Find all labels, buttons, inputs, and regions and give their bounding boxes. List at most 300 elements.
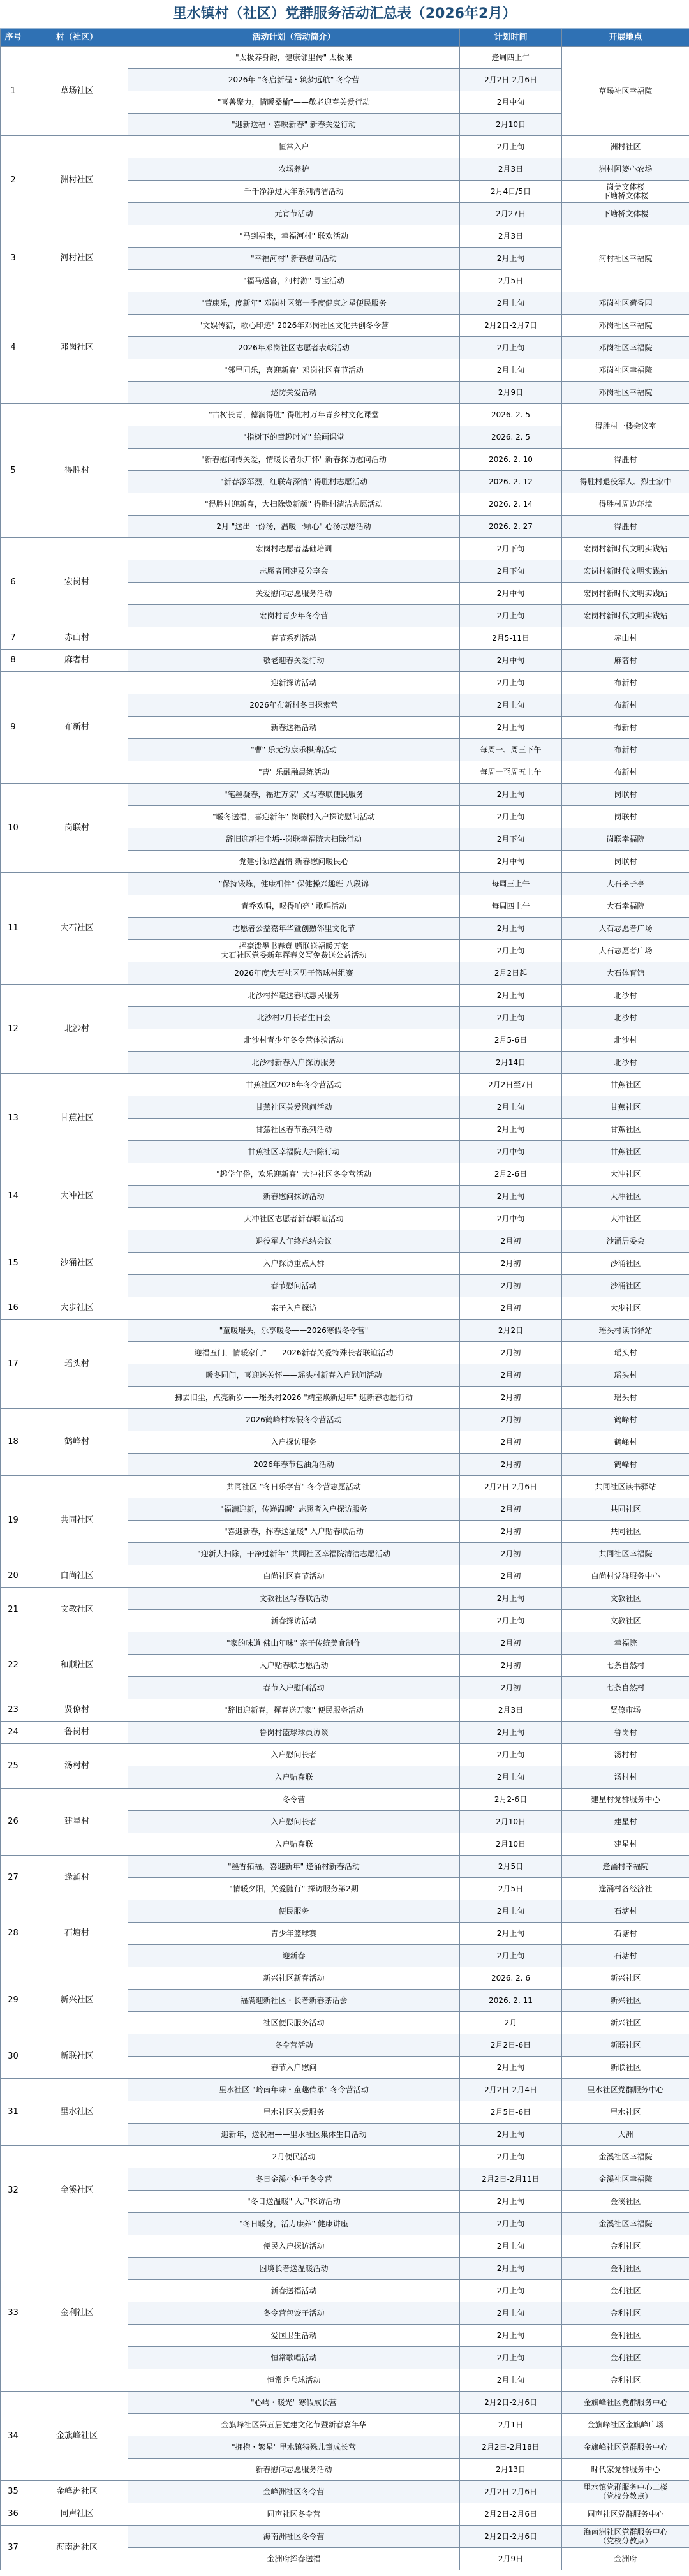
row-time: 2月27日 <box>460 203 562 225</box>
row-village: 和顺社区 <box>26 1632 128 1699</box>
row-village: 大冲社区 <box>26 1163 128 1230</box>
row-place: 宏岗村新时代文明实践站 <box>562 538 689 560</box>
row-village: 新联社区 <box>26 2034 128 2079</box>
row-activity: "古树长青，德润得胜" 得胜村万年青乡村文化课堂 <box>128 404 460 426</box>
row-activity: 暖冬同门，喜迎送关怀——瑶头村新春入户慰问活动 <box>128 1364 460 1387</box>
row-time: 2月2日起 <box>460 962 562 985</box>
row-activity: 金旗峰社区第五届党建文化节暨新春嘉年华 <box>128 2414 460 2436</box>
row-time: 2月5日-6日 <box>460 2101 562 2124</box>
row-activity: 金洲府挥春送福 <box>128 2548 460 2570</box>
row-activity: 便民服务 <box>128 1900 460 1923</box>
row-time: 2026. 2. 5 <box>460 404 562 426</box>
row-time: 2月上旬 <box>460 2258 562 2280</box>
table-row <box>1 538 689 560</box>
header-activity: 活动计划（活动简介） <box>128 29 460 47</box>
row-activity: 春节入户慰问 <box>128 2057 460 2079</box>
table-row <box>1 2079 689 2101</box>
row-place: 金旗峰社区金旗峰广场 <box>562 2414 689 2436</box>
row-place: 金利社区 <box>562 2369 689 2392</box>
row-time: 2月上旬 <box>460 2369 562 2392</box>
row-place: 金利社区 <box>562 2258 689 2280</box>
header-place: 开展地点 <box>562 29 689 47</box>
row-village: 布新村 <box>26 672 128 784</box>
row-village: 河村社区 <box>26 225 128 292</box>
row-activity: "邻里同乐，喜迎新春" 邓岗社区春节活动 <box>128 359 460 382</box>
table-row <box>1 1297 689 1320</box>
table-row <box>1 2146 689 2168</box>
row-activity: 巡防关爱活动 <box>128 382 460 404</box>
row-seq: 22 <box>1 1632 26 1699</box>
row-place: 建星村 <box>562 1833 689 1856</box>
row-activity: "新春慰问传关爱，情暖长者乐开怀" 新春探访慰问活动 <box>128 449 460 471</box>
row-activity: 2026年春节包油角活动 <box>128 1454 460 1476</box>
row-time: 2月2-6日 <box>460 1789 562 1811</box>
row-time: 2月上旬 <box>460 1588 562 1610</box>
row-activity: "萱康乐，度新年" 邓岗社区第一季度健康之星便民服务 <box>128 292 460 315</box>
row-time: 2月5-11日 <box>460 627 562 650</box>
row-seq: 26 <box>1 1789 26 1856</box>
row-time: 2月初 <box>460 1275 562 1297</box>
page-title: 里水镇村（社区）党群服务活动汇总表（2026年2月） <box>0 0 689 29</box>
row-time: 2月上旬 <box>460 2213 562 2235</box>
row-time: 2月中旬 <box>460 1208 562 1230</box>
row-time: 2月9日 <box>460 382 562 404</box>
row-activity: 新春探访活动 <box>128 1610 460 1632</box>
row-time: 2月2日至7日 <box>460 1074 562 1096</box>
row-place: 沙涌社区 <box>562 1275 689 1297</box>
row-time: 2月上旬 <box>460 1744 562 1766</box>
row-activity: 关爱慰问志愿服务活动 <box>128 583 460 605</box>
row-village: 瑶头村 <box>26 1320 128 1409</box>
row-seq: 4 <box>1 292 26 404</box>
row-time: 2026. 2. 11 <box>460 1990 562 2012</box>
row-place: 得胜村一楼会议室 <box>562 404 689 449</box>
row-time: 2月初 <box>460 1543 562 1565</box>
row-activity: "保持锻炼，健康相伴" 保健操兴趣班-八段锦 <box>128 873 460 895</box>
row-village: 金峰洲社区 <box>26 2481 128 2503</box>
row-activity: 大冲社区志愿者新春联谊活动 <box>128 1208 460 1230</box>
row-activity: 入户探访服务 <box>128 1431 460 1454</box>
row-place: 里水社区党群服务中心 <box>562 2079 689 2101</box>
row-time: 2月初 <box>460 1454 562 1476</box>
row-activity: 甘蕉社区2026年冬令营活动 <box>128 1074 460 1096</box>
row-activity: "曹" 乐融融晨练活动 <box>128 761 460 784</box>
row-seq: 31 <box>1 2079 26 2146</box>
row-place: 贤僚市场 <box>562 1699 689 1722</box>
row-village: 邓岗社区 <box>26 292 128 404</box>
row-time: 2月上旬 <box>460 806 562 828</box>
row-place: 瑶头村读书驿站 <box>562 1320 689 1342</box>
row-time: 2月上旬 <box>460 2280 562 2302</box>
row-village: 文教社区 <box>26 1588 128 1632</box>
row-place: 新兴社区 <box>562 1990 689 2012</box>
row-activity: 社区便民服务活动 <box>128 2012 460 2034</box>
table-row <box>1 1789 689 1811</box>
row-place: 河村社区幸福院 <box>562 225 689 292</box>
row-time: 2月中旬 <box>460 583 562 605</box>
row-place: 里水社区 <box>562 2101 689 2124</box>
row-activity: "文娱传薪，歌心印迹" 2026年邓岗社区文化共创冬令营 <box>128 315 460 337</box>
row-place: 逢涌村幸福院 <box>562 1856 689 1878</box>
row-seq: 7 <box>1 627 26 650</box>
table-row <box>1 47 689 69</box>
row-activity: 鲁岗村篮球球员访谈 <box>128 1722 460 1744</box>
row-time: 2026. 2. 27 <box>460 516 562 538</box>
row-seq: 1 <box>1 47 26 136</box>
row-place: 瑶头村 <box>562 1387 689 1409</box>
row-place: 金洲府 <box>562 2548 689 2570</box>
row-activity: 元宵节活动 <box>128 203 460 225</box>
row-place: 岗联村 <box>562 784 689 806</box>
row-activity: 志愿者团建及分享会 <box>128 560 460 583</box>
row-place: 金溪社区幸福院 <box>562 2146 689 2168</box>
row-village: 岗联村 <box>26 784 128 873</box>
row-time: 2月初 <box>460 1342 562 1364</box>
row-seq: 16 <box>1 1297 26 1320</box>
row-village: 建星村 <box>26 1789 128 1856</box>
row-time: 2月上旬 <box>460 985 562 1007</box>
row-place: 文教社区 <box>562 1588 689 1610</box>
row-time: 2月10日 <box>460 114 562 136</box>
row-time: 2026. 2. 14 <box>460 493 562 516</box>
row-activity: 海南洲社区冬令营 <box>128 2526 460 2548</box>
row-place: 北沙村 <box>562 1007 689 1029</box>
row-place: 得胜村 <box>562 449 689 471</box>
row-time: 2月2日 <box>460 1320 562 1342</box>
table-row <box>1 2034 689 2057</box>
row-time: 2月初 <box>460 1387 562 1409</box>
row-place: 岗联幸福院 <box>562 828 689 851</box>
table-row <box>1 1230 689 1253</box>
row-activity: 便民入户探访活动 <box>128 2235 460 2258</box>
row-place: 邓岗社区荷香园 <box>562 292 689 315</box>
row-time: 2月初 <box>460 1409 562 1431</box>
row-activity: 甘蕉社区幸福院大扫除行动 <box>128 1141 460 1163</box>
header-seq: 序号 <box>1 29 26 47</box>
row-time: 2月3日 <box>460 1699 562 1722</box>
row-seq: 34 <box>1 2392 26 2481</box>
row-seq: 27 <box>1 1856 26 1900</box>
row-village: 石塘村 <box>26 1900 128 1967</box>
row-activity: 迎福五门，情暖家门"——2026新春关爱特殊长者联谊活动 <box>128 1342 460 1364</box>
row-activity: 党建引领送温情 新春慰问暖民心 <box>128 851 460 873</box>
row-place: 鹤峰村 <box>562 1409 689 1431</box>
row-time: 2月上旬 <box>460 2146 562 2168</box>
row-time: 2月1日 <box>460 2414 562 2436</box>
row-activity: "迎新送福・喜映新春" 新春关爱行动 <box>128 114 460 136</box>
row-time: 2月上旬 <box>460 2325 562 2347</box>
table-body <box>1 47 689 2570</box>
row-activity: 共同社区 "冬日乐学营" 冬令营志愿活动 <box>128 1476 460 1498</box>
row-activity: 2月便民活动 <box>128 2146 460 2168</box>
row-place: 金利社区 <box>562 2302 689 2325</box>
row-activity: 入户慰问长者 <box>128 1811 460 1833</box>
row-place: 金溪社区幸福院 <box>562 2213 689 2235</box>
table-header-row <box>1 29 689 47</box>
row-activity: "曹" 乐无穷康乐棋牌活动 <box>128 739 460 761</box>
row-activity: 入户贴春联志愿活动 <box>128 1655 460 1677</box>
row-place: 金溪社区 <box>562 2191 689 2213</box>
row-time: 2月2日-2月7日 <box>460 315 562 337</box>
row-time: 2月下旬 <box>460 560 562 583</box>
row-place: 甘蕉社区 <box>562 1141 689 1163</box>
row-time: 2月14日 <box>460 1052 562 1074</box>
row-seq: 12 <box>1 985 26 1074</box>
row-activity: 福满迎新社区・长者新春茶话会 <box>128 1990 460 2012</box>
row-place: 大冲社区 <box>562 1163 689 1186</box>
row-village: 金溪社区 <box>26 2146 128 2235</box>
table-row <box>1 1163 689 1186</box>
row-seq: 18 <box>1 1409 26 1476</box>
row-seq: 6 <box>1 538 26 627</box>
row-place: 汤村村 <box>562 1744 689 1766</box>
row-time: 2月上旬 <box>460 292 562 315</box>
table-row <box>1 1588 689 1610</box>
row-activity: 新春慰问探访活动 <box>128 1186 460 1208</box>
row-place: 大冲社区 <box>562 1208 689 1230</box>
row-place: 草场社区幸福院 <box>562 47 689 136</box>
row-seq: 3 <box>1 225 26 292</box>
row-seq: 37 <box>1 2526 26 2570</box>
row-time: 2月5日 <box>460 1878 562 1900</box>
row-time: 2月初 <box>460 1230 562 1253</box>
row-place: 洲村阿婆心农场 <box>562 158 689 181</box>
row-seq: 5 <box>1 404 26 538</box>
row-place: 共同社区 <box>562 1521 689 1543</box>
row-time: 逢周四上午 <box>460 47 562 69</box>
row-activity: 春节系列活动 <box>128 627 460 650</box>
row-place: 布新村 <box>562 761 689 784</box>
row-seq: 30 <box>1 2034 26 2079</box>
row-activity: 甘蕉社区春节系列活动 <box>128 1119 460 1141</box>
row-seq: 25 <box>1 1744 26 1789</box>
row-time: 2月上旬 <box>460 1923 562 1945</box>
table-row <box>1 1699 689 1722</box>
row-activity: "迎新大扫除，干净过新年" 共同社区幸福院清洁志愿活动 <box>128 1543 460 1565</box>
row-time: 2月上旬 <box>460 1610 562 1632</box>
row-activity: 入户贴春联 <box>128 1766 460 1789</box>
row-time: 2月初 <box>460 1565 562 1588</box>
row-activity: "心屿・暖光" 寒假成长营 <box>128 2392 460 2414</box>
row-activity: 2026年度大石社区男子篮球村组赛 <box>128 962 460 985</box>
row-place: 宏岗村新时代文明实践站 <box>562 560 689 583</box>
row-time: 2月上旬 <box>460 2191 562 2213</box>
row-village: 赤山村 <box>26 627 128 650</box>
row-place: 北沙村 <box>562 1029 689 1052</box>
row-place: 甘蕉社区 <box>562 1119 689 1141</box>
row-time: 2月上旬 <box>460 1096 562 1119</box>
row-time: 2月9日 <box>460 2548 562 2570</box>
row-village: 洲村社区 <box>26 136 128 225</box>
row-time: 2月初 <box>460 1521 562 1543</box>
row-seq: 35 <box>1 2481 26 2503</box>
row-village: 得胜村 <box>26 404 128 538</box>
row-place: 汤村村 <box>562 1766 689 1789</box>
row-activity: 爱国卫生活动 <box>128 2325 460 2347</box>
row-place: 金利社区 <box>562 2280 689 2302</box>
row-place: 布新村 <box>562 717 689 739</box>
row-time: 2月初 <box>460 1498 562 1521</box>
row-activity: "拥抱・繁星" 里水镇特殊儿童成长营 <box>128 2436 460 2459</box>
row-village: 汤村村 <box>26 1744 128 1789</box>
table-row <box>1 1967 689 1990</box>
row-time: 2月上旬 <box>460 1766 562 1789</box>
row-village: 鲁岗村 <box>26 1722 128 1744</box>
row-activity: "喜善聚力，情暖桑榆"——敬老迎春关爱行动 <box>128 91 460 114</box>
row-place: 新兴社区 <box>562 1967 689 1990</box>
row-place: 邓岗社区幸福院 <box>562 359 689 382</box>
row-activity: "辞旧迎新春，挥春送万家" 便民服务活动 <box>128 1699 460 1722</box>
row-activity: 恒常歌唱活动 <box>128 2347 460 2369</box>
row-time: 2月上旬 <box>460 136 562 158</box>
row-place: 沙涌居委会 <box>562 1230 689 1253</box>
row-time: 2月上旬 <box>460 605 562 627</box>
row-village: 金利社区 <box>26 2235 128 2392</box>
row-place: 甘蕉社区 <box>562 1074 689 1096</box>
row-place: 大洲 <box>562 2124 689 2146</box>
row-activity: 青少年篮球赛 <box>128 1923 460 1945</box>
row-seq: 14 <box>1 1163 26 1230</box>
row-seq: 20 <box>1 1565 26 1588</box>
table-row <box>1 2503 689 2526</box>
row-place: 鲁岗村 <box>562 1722 689 1744</box>
row-time: 2月上旬 <box>460 1119 562 1141</box>
row-time: 2月4日/5日 <box>460 181 562 203</box>
row-time: 2月上旬 <box>460 1007 562 1029</box>
row-place: 大步社区 <box>562 1297 689 1320</box>
row-activity: 恒常乒乓球活动 <box>128 2369 460 2392</box>
row-place: 鹤峰村 <box>562 1431 689 1454</box>
row-place: 宏岗村新时代文明实践站 <box>562 605 689 627</box>
row-seq: 9 <box>1 672 26 784</box>
table-row <box>1 672 689 694</box>
table-row <box>1 136 689 158</box>
row-place: 瑶头村 <box>562 1364 689 1387</box>
row-place: 海南洲社区党群服务中心 （党校分教点） <box>562 2526 689 2548</box>
row-activity: 2026鹤峰村寒假冬令营活动 <box>128 1409 460 1431</box>
row-activity: 金峰洲社区冬令营 <box>128 2481 460 2503</box>
row-time: 2月上旬 <box>460 2124 562 2146</box>
row-place: 大石孝子亭 <box>562 873 689 895</box>
row-time: 2月下旬 <box>460 538 562 560</box>
row-place: 七条自然村 <box>562 1677 689 1699</box>
row-time: 2月2日-2月18日 <box>460 2436 562 2459</box>
row-time: 2月2日-2月6日 <box>460 2481 562 2503</box>
row-time: 2月上旬 <box>460 359 562 382</box>
row-place: 布新村 <box>562 739 689 761</box>
row-place: 得胜村周边环境 <box>562 493 689 516</box>
table-row <box>1 1074 689 1096</box>
row-place: 石塘村 <box>562 1923 689 1945</box>
row-time: 2月下旬 <box>460 828 562 851</box>
row-activity: 宏岗村志愿者基础培训 <box>128 538 460 560</box>
activity-table <box>0 29 689 2570</box>
row-seq: 33 <box>1 2235 26 2392</box>
row-place: 时代家党群服务中心 <box>562 2459 689 2481</box>
row-place: 洲村社区 <box>562 136 689 158</box>
row-village: 大石社区 <box>26 873 128 985</box>
row-activity: 里水社区 "岭南年味・童趣传承" 冬令营活动 <box>128 2079 460 2101</box>
row-activity: 2026年邓岗社区志愿者表彰活动 <box>128 337 460 359</box>
table-row <box>1 1320 689 1342</box>
row-time: 2026. 2. 10 <box>460 449 562 471</box>
row-time: 2月上旬 <box>460 694 562 717</box>
row-time: 2月3日 <box>460 158 562 181</box>
row-time: 2月上旬 <box>460 918 562 940</box>
row-activity: 新春慰问志愿服务活动 <box>128 2459 460 2481</box>
row-activity: 宏岗村青少年冬令营 <box>128 605 460 627</box>
row-time: 每周四上午 <box>460 895 562 918</box>
row-place: 共同社区 <box>562 1498 689 1521</box>
row-time: 2026. 2. 5 <box>460 426 562 449</box>
row-activity: 辞旧迎新扫尘垢--岗联幸福院大扫除行动 <box>128 828 460 851</box>
row-place: 白尚村党群服务中心 <box>562 1565 689 1588</box>
row-seq: 13 <box>1 1074 26 1163</box>
row-activity: 迎新年，送祝福——里水社区集体生日活动 <box>128 2124 460 2146</box>
row-activity: "趣学年俗，欢乐迎新春" 大冲社区冬令营活动 <box>128 1163 460 1186</box>
row-place: 逢涌村各经济社 <box>562 1878 689 1900</box>
row-activity: "家的味道 佛山年味" 亲子传统美食制作 <box>128 1632 460 1655</box>
row-seq: 32 <box>1 2146 26 2235</box>
row-village: 宏岗村 <box>26 538 128 627</box>
row-village: 麻奢村 <box>26 650 128 672</box>
row-seq: 28 <box>1 1900 26 1967</box>
row-time: 2026. 2. 12 <box>460 471 562 493</box>
row-village: 金旗峰社区 <box>26 2392 128 2481</box>
row-village: 同声社区 <box>26 2503 128 2526</box>
row-activity: 敬老迎春关爱行动 <box>128 650 460 672</box>
row-place: 得胜村 <box>562 516 689 538</box>
row-activity: "情暖夕阳，关爱随行" 探访服务第2期 <box>128 1878 460 1900</box>
table-row <box>1 784 689 806</box>
row-place: 鹤峰村 <box>562 1454 689 1476</box>
row-seq: 24 <box>1 1722 26 1744</box>
row-time: 2月10日 <box>460 1833 562 1856</box>
row-place: 北沙村 <box>562 1052 689 1074</box>
row-activity: 冬令营包饺子活动 <box>128 2302 460 2325</box>
row-activity: 文教社区写春联活动 <box>128 1588 460 1610</box>
row-time: 2月上旬 <box>460 1945 562 1967</box>
row-place: 赤山村 <box>562 627 689 650</box>
row-seq: 36 <box>1 2503 26 2526</box>
row-place: 大石志愿者广场 <box>562 940 689 962</box>
row-time: 2月2日-2月6日 <box>460 2526 562 2548</box>
row-time: 2月中旬 <box>460 1141 562 1163</box>
table-row <box>1 873 689 895</box>
table-row <box>1 1744 689 1766</box>
row-time: 2月初 <box>460 1364 562 1387</box>
table-row <box>1 1900 689 1923</box>
row-place: 金利社区 <box>562 2325 689 2347</box>
row-activity: 退役军人年终总结会议 <box>128 1230 460 1253</box>
row-place: 邓岗社区幸福院 <box>562 337 689 359</box>
row-activity: 挥毫泼墨书春意 赠联送福暖万家 大石社区党委新年挥春义写免费送公益活动 <box>128 940 460 962</box>
row-time: 2月初 <box>460 1431 562 1454</box>
table-row <box>1 1409 689 1431</box>
row-activity: 志愿者公益嘉年华暨创熟邻里文化节 <box>128 918 460 940</box>
table-row <box>1 1476 689 1498</box>
row-place: 金利社区 <box>562 2347 689 2369</box>
row-activity: 拂去旧尘，点亮新岁——瑶头村2026 "靖室焕新迎年" 迎新春志愿行动 <box>128 1387 460 1409</box>
row-place: 大石幸福院 <box>562 895 689 918</box>
row-time: 2月2日-2月4日 <box>460 2079 562 2101</box>
row-time: 2月上旬 <box>460 784 562 806</box>
row-time: 2月初 <box>460 1253 562 1275</box>
row-activity: 新兴社区新春活动 <box>128 1967 460 1990</box>
row-place: 瑶头村 <box>562 1342 689 1364</box>
row-activity: 北沙村青少年冬令营体验活动 <box>128 1029 460 1052</box>
row-village: 白尚社区 <box>26 1565 128 1588</box>
